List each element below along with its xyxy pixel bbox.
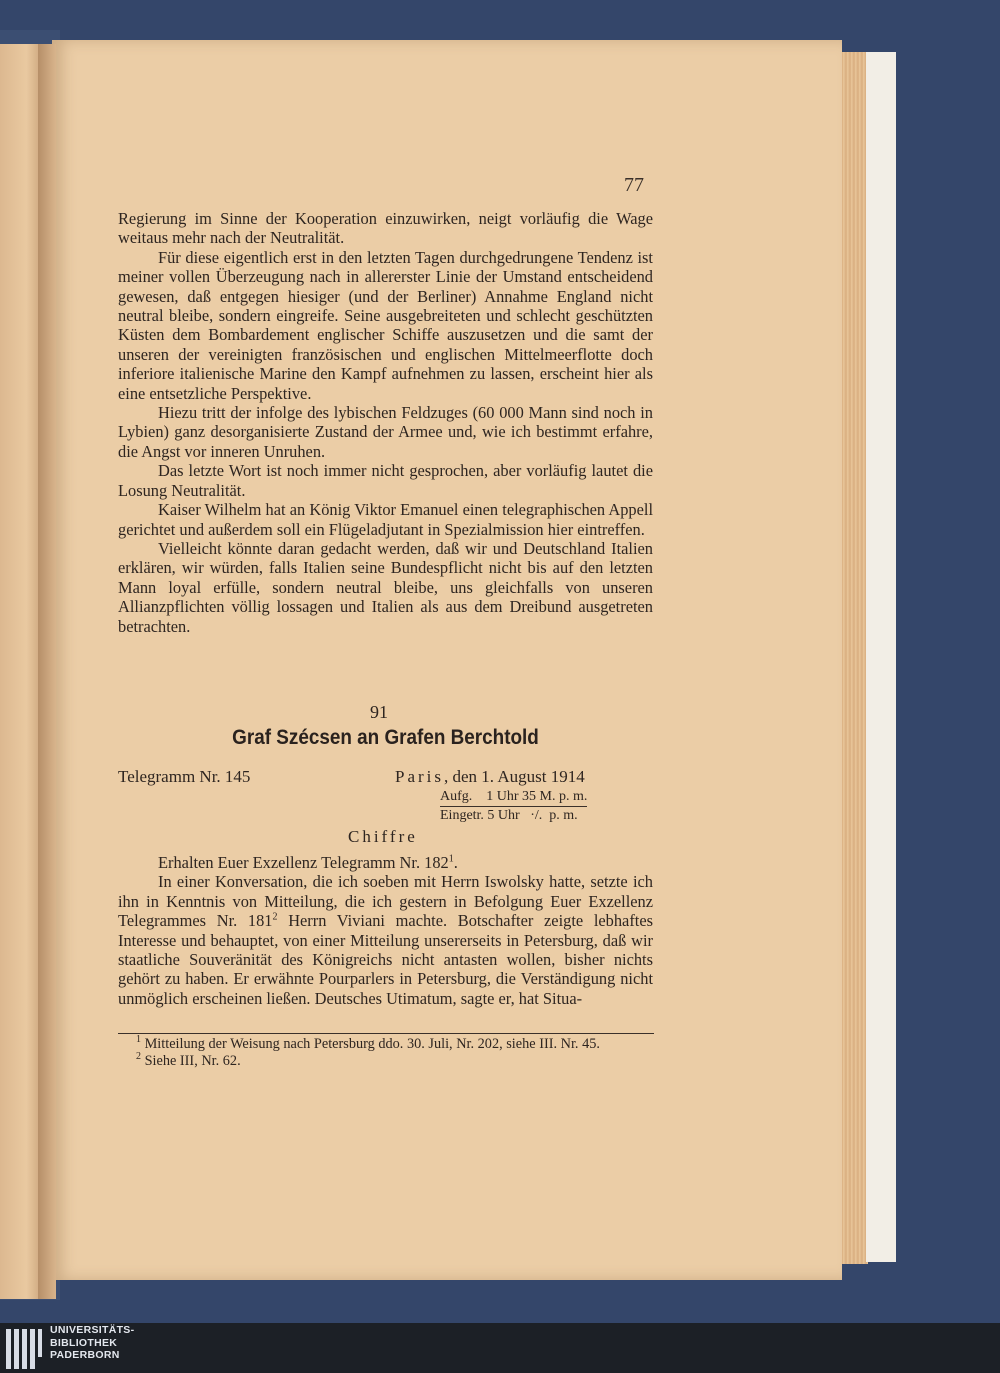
paragraph: Kaiser Wilhelm hat an König Viktor Emanuel einen telegraphischen Appell gerichtet und außerdem soll ein Flügeladjutant in Spezialmission hier eintreffen. — [118, 500, 653, 539]
paragraph: Das letzte Wort ist noch immer nicht gesprochen, aber vorläufig lautet die Losung Neutralität. — [118, 461, 653, 500]
place: Paris — [395, 767, 444, 786]
library-logo-icon — [6, 1329, 44, 1369]
back-board — [866, 52, 896, 1262]
document-text — [118, 853, 653, 1008]
book-gutter — [38, 44, 56, 1299]
footnotes — [118, 1036, 656, 1070]
document-title: Graf Szécsen an Grafen Berchtold — [232, 726, 539, 749]
footnote-rule — [118, 1033, 654, 1034]
place-date — [395, 767, 585, 787]
library-footer — [0, 1323, 1000, 1373]
paragraph: Erhalten Euer Exzellenz Telegramm Nr. $182^1$. — [158, 853, 458, 872]
footnote-ref: 2 — [272, 911, 278, 923]
paragraph: Für diese eigentlich erst in den letzten Tagen durchgedrungene Tendenz ist meiner vollen Überzeugung nach in allererster Linie der Umstand entscheidend gewesen, daß entgegen hiesiger (und der Berliner) Annahme England nicht neutral bleibe, sondern eingreife. Seine ausgebreiteten und schlecht geschützten Küsten dem Bombardement englischer Schiffe auszusetzen und die samt der unseren der vereinigten französischen und englischen Mittelmeerflotte doch inferiore italienische Marine den Kampf aufnehmen zu lassen, erscheint hier als eine entsetzliche Perspektive. — [118, 247, 653, 403]
paragraph: In einer Konversation, die ich soeben mit Herrn Iswolsky hatte, setzte ich ihn in Kenntnis von Mitteilung, die ich gestern in Befolgung Euer Exzellenz Telegrammes Nr. $181^2$ Herrn Viviani machte. Botschafter zeigte lebhaftes Interesse und behauptet, von einer Mitteilung unsererseits in Petersburg, daß wir staatliche Souveränität des Königreichs nicht antasten wollen, bisher nichts gehört zu haben. Er erwähnte Pourparlers in Petersburg, die Verständigung nicht unmöglich erscheinen ließen. Deutsches Utimatum, sagte er, hat Situa- — [118, 872, 653, 1008]
footnote-ref: 1 — [448, 853, 454, 865]
paragraph: Hiezu tritt der infolge des lybischen Feldzuges (60 000 Mann sind noch in Lybien) ganz desorganisierte Zustand der Armee und, wie ich bestimmt erfahre, die Angst vor inneren Unruhen. — [118, 403, 653, 461]
paragraph: Vielleicht könnte daran gedacht werden, daß wir und Deutschland Italien erklären, wir würden, falls Italien seine Bundespflicht nicht bis auf den letzten Mann loyal erfülle, sondern neutral bleibe, uns gleichfalls von unseren Allianzpflichten völlig lossagen und Italien als aus dem Dreibund ausgetreten betrachten. — [118, 538, 653, 636]
footnote: $^2$ Siehe III, Nr. 62. — [136, 1051, 241, 1069]
page-number: 77 — [624, 174, 644, 196]
sent-time: Aufg. 1 Uhr 35 M. p. m. — [440, 789, 587, 807]
telegram-number: Telegramm Nr. 145 — [118, 767, 251, 786]
paragraph: Regierung im Sinne der Kooperation einzuwirken, neigt vorläufig die Wage weitaus mehr nach der Neutralität. — [118, 209, 653, 248]
date: , den 1. August 1914 — [444, 767, 585, 786]
continuation-text — [118, 209, 653, 636]
library-name: UNIVERSITÄTS- BIBLIOTHEK PADERBORN — [50, 1324, 135, 1361]
cipher-label: Chiffre — [348, 827, 418, 846]
document-number: 91 — [370, 702, 388, 722]
received-time: Eingetr. 5 Uhr ·/. p. m. — [440, 808, 578, 823]
footnote: $^1$ Mitteilung der Weisung nach Petersburg ddo. 30. Juli, Nr. 202, siehe III. Nr. 45. — [136, 1034, 600, 1052]
